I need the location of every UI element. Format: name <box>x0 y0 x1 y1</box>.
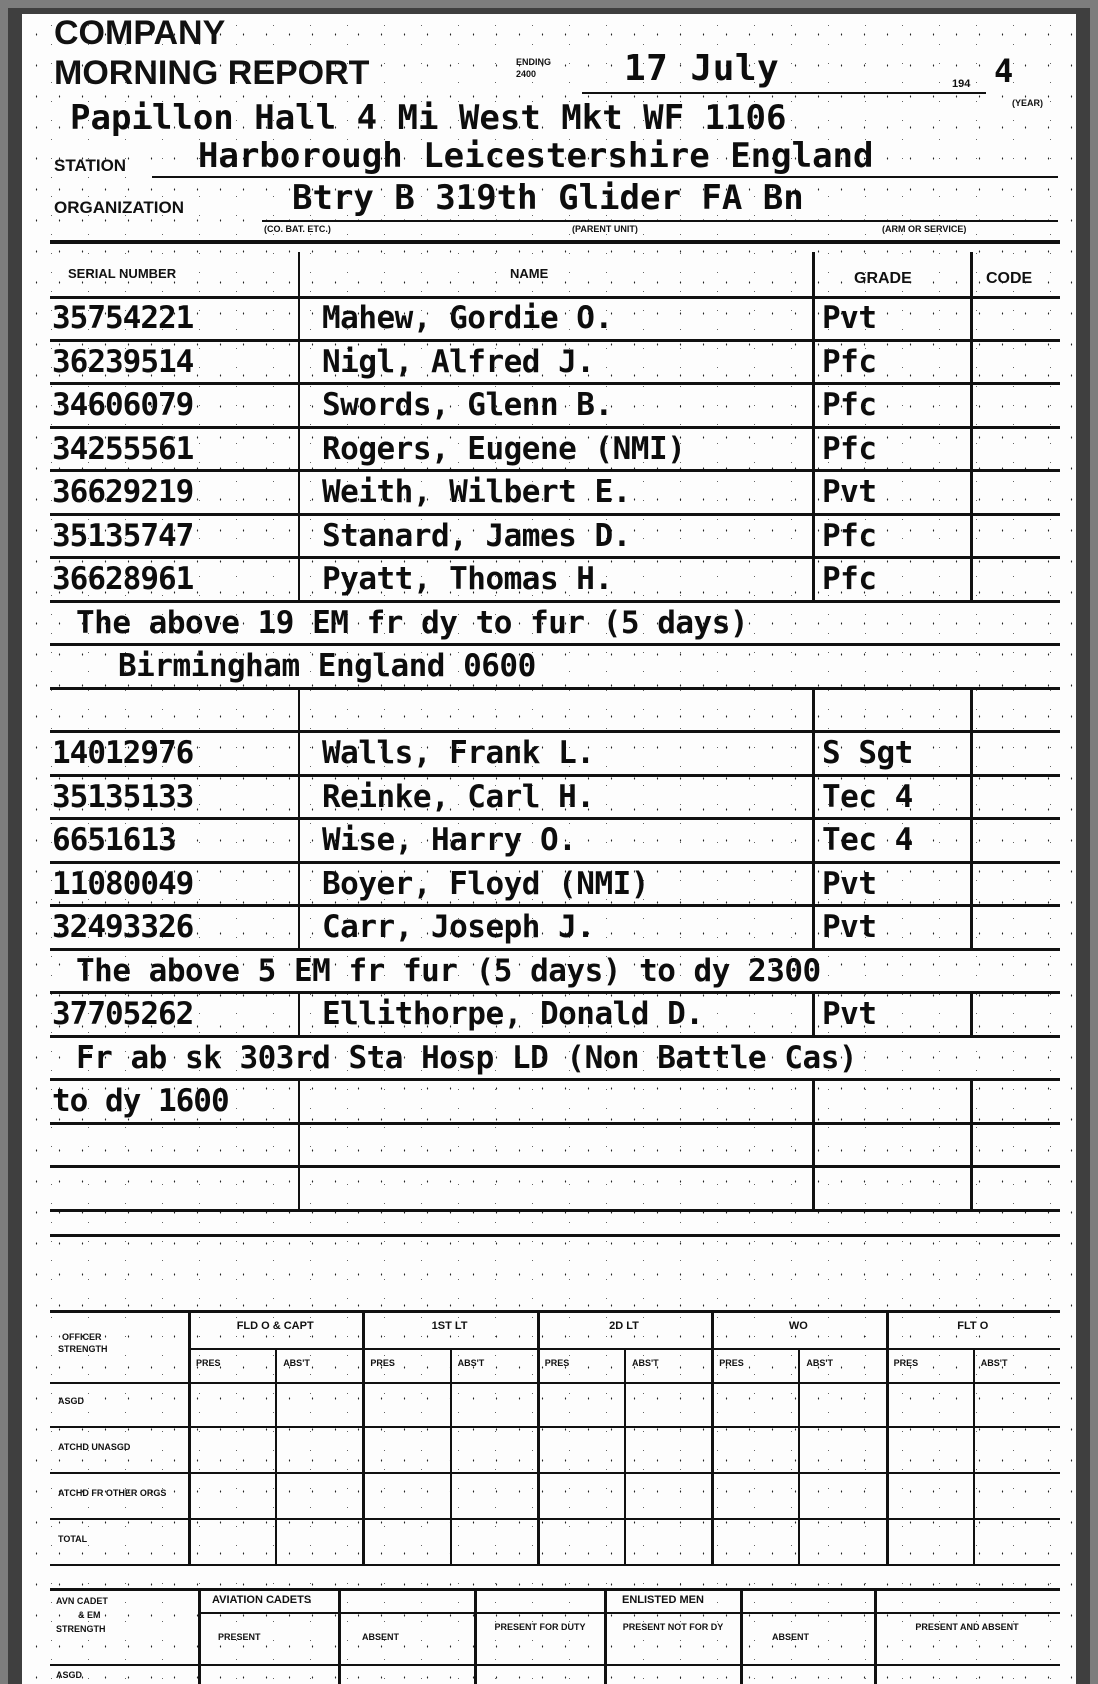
present-for-duty-header: PRESENT FOR DUTY <box>494 1622 586 1632</box>
enlisted-men-header: ENLISTED MEN <box>622 1594 704 1606</box>
sub-label-unit: (CO. BAT. ETC.) <box>264 224 331 234</box>
officer-sub-divider <box>798 1348 800 1566</box>
serial-number-cell: 14012976 <box>52 735 194 771</box>
station-label: STATION <box>54 156 127 175</box>
officer-group-header: 1ST LT <box>431 1320 468 1332</box>
column-divider <box>298 994 300 1038</box>
present-not-for-duty-header: PRESENT NOT FOR DY <box>622 1622 724 1632</box>
title-line-2: MORNING REPORT <box>54 54 370 92</box>
officer-row-label: ASGD <box>58 1396 85 1406</box>
officer-present-header: PRES <box>719 1358 744 1368</box>
serial-number-cell: 34255561 <box>52 430 194 467</box>
column-divider <box>812 1125 815 1169</box>
officer-row-label: ATCHD UNASGD <box>58 1442 131 1452</box>
enlisted-divider <box>604 1588 607 1684</box>
column-divider <box>298 1125 300 1169</box>
row-rule <box>50 861 1060 864</box>
column-divider <box>812 994 815 1038</box>
year-label: (YEAR) <box>1012 98 1043 108</box>
column-divider <box>970 777 973 821</box>
aviation-cadets-header: AVIATION CADETS <box>212 1594 312 1606</box>
officer-group-header: FLT O <box>957 1320 989 1332</box>
column-divider <box>812 559 815 603</box>
enlisted-strength-label: STRENGTH <box>56 1624 106 1634</box>
officer-group-divider <box>537 1310 540 1566</box>
column-divider <box>970 690 973 734</box>
column-divider <box>298 907 300 951</box>
column-grade: GRADE <box>854 270 912 287</box>
officer-sub-divider <box>624 1348 626 1566</box>
grade-cell: Pvt <box>822 996 877 1032</box>
enlisted-divider <box>338 1588 341 1684</box>
officer-absent-header: ABS'T <box>457 1358 485 1368</box>
enlisted-strength-label: AVN CADET <box>56 1596 108 1606</box>
cadets-present-header: PRESENT <box>218 1632 261 1642</box>
ending-date: 17 July <box>624 48 780 89</box>
row-rule <box>50 1122 1060 1125</box>
name-cell: Boyer, Floyd (NMI) <box>322 865 649 902</box>
row-rule <box>50 556 1060 559</box>
column-divider <box>812 690 815 734</box>
serial-number-cell: 34606079 <box>52 387 194 423</box>
name-cell: Rogers, Eugene (NMI) <box>322 430 686 467</box>
column-code: CODE <box>986 270 1033 287</box>
enlisted-divider <box>874 1588 877 1684</box>
header-row-rule <box>50 296 1060 299</box>
officer-row-rule <box>50 1564 1060 1566</box>
name-cell: Mahew, Gordie O. <box>322 300 613 336</box>
column-divider <box>970 820 973 864</box>
row-rule <box>50 904 1060 907</box>
column-divider <box>812 298 815 342</box>
officer-present-header: PRES <box>893 1358 919 1368</box>
column-divider <box>970 907 973 951</box>
row-rule <box>50 643 1060 646</box>
serial-number-cell: 36239514 <box>52 343 194 380</box>
column-divider <box>298 690 300 734</box>
header-divider <box>298 252 300 298</box>
grade-cell: Pfc <box>822 430 877 467</box>
column-divider <box>812 1168 815 1212</box>
name-cell: Swords, Glenn B. <box>322 387 613 423</box>
serial-number-cell: 36629219 <box>52 474 194 510</box>
row-rule <box>50 774 1060 777</box>
column-divider <box>812 820 815 864</box>
em-absent-header: ABSENT <box>772 1632 810 1642</box>
column-divider <box>812 1081 815 1125</box>
column-divider <box>970 342 973 386</box>
column-divider <box>970 385 973 429</box>
officer-absent-header: ABS'T <box>283 1358 310 1368</box>
row-rule <box>50 1078 1060 1081</box>
row-rule <box>50 1165 1060 1168</box>
name-cell: Weith, Wilbert E. <box>322 474 631 510</box>
enlisted-divider <box>474 1588 477 1684</box>
row-rule <box>50 469 1060 472</box>
grade-cell: Pfc <box>822 387 877 423</box>
column-divider <box>298 559 300 603</box>
name-cell: Nigl, Alfred J. <box>322 343 595 380</box>
column-divider <box>970 429 973 473</box>
sub-label-arm: (ARM OR SERVICE) <box>882 224 967 234</box>
officer-label-divider <box>188 1310 191 1566</box>
officer-group-header: WO <box>788 1320 808 1332</box>
officer-strength-label: OFFICER <box>62 1332 102 1342</box>
column-divider <box>970 733 973 777</box>
station-line-2: Harborough Leicestershire England <box>198 136 874 176</box>
year-suffix: 4 <box>994 52 1014 90</box>
enlisted-top-rule <box>50 1588 1060 1591</box>
serial-number-cell: 35754221 <box>52 300 194 336</box>
column-divider <box>298 733 300 777</box>
row-rule <box>50 817 1060 820</box>
title-line-1: COMPANY <box>54 14 226 52</box>
column-divider <box>812 907 815 951</box>
grade-cell: Pvt <box>822 300 877 336</box>
column-divider <box>812 342 815 386</box>
column-divider <box>970 516 973 560</box>
column-divider <box>298 385 300 429</box>
enlisted-body-rule <box>50 1664 1060 1666</box>
name-cell: Carr, Joseph J. <box>322 909 595 945</box>
enlisted-divider <box>740 1588 743 1684</box>
serial-number-cell: 11080049 <box>52 865 194 902</box>
serial-number-cell: 36628961 <box>52 561 194 597</box>
present-and-absent-header: PRESENT AND ABSENT <box>915 1622 1019 1632</box>
remark-row: The above 5 EM fr fur (5 days) to dy 2300 <box>76 952 821 989</box>
officer-row-rule <box>50 1518 1060 1520</box>
officer-present-header: PRES <box>370 1358 395 1368</box>
officer-sub-divider <box>973 1348 975 1566</box>
grade-cell: Pvt <box>822 865 877 902</box>
sub-label-parent: (PARENT UNIT) <box>572 224 638 234</box>
column-divider <box>298 820 300 864</box>
column-divider <box>298 472 300 516</box>
column-divider <box>970 1081 973 1125</box>
officer-sub-divider <box>275 1348 277 1566</box>
row-rule <box>50 382 1060 385</box>
row-rule <box>50 687 1060 690</box>
serial-number-cell: 35135747 <box>52 517 194 554</box>
serial-number-cell: 32493326 <box>52 909 194 945</box>
grade-cell: Pfc <box>822 343 877 380</box>
grade-cell: Pfc <box>822 561 877 597</box>
station-line-1: Papillon Hall 4 Mi West Mkt WF 1106 <box>70 98 787 138</box>
officer-absent-header: ABS'T <box>632 1358 659 1368</box>
column-divider <box>812 472 815 516</box>
grade-cell: Pvt <box>822 909 877 945</box>
grade-cell: Tec 4 <box>822 778 913 815</box>
officer-row-rule <box>50 1472 1060 1474</box>
row-rule <box>50 991 1060 994</box>
name-cell: Ellithorpe, Donald D. <box>322 996 704 1032</box>
officer-group-header: 2D LT <box>609 1320 639 1332</box>
column-serial-number: SERIAL NUMBER <box>68 266 177 281</box>
ending-underline <box>582 92 986 94</box>
remark-row: Birmingham England 0600 <box>118 648 536 684</box>
serial-number-cell: to dy 1600 <box>52 1083 229 1119</box>
column-divider <box>970 864 973 908</box>
enlisted-strength-label: & EM <box>78 1610 101 1620</box>
serial-number-cell: 6651613 <box>52 822 176 858</box>
officer-row-label: TOTAL <box>58 1534 88 1544</box>
organization-underline <box>262 220 1058 222</box>
name-cell: Walls, Frank L. <box>322 735 595 771</box>
name-cell: Reinke, Carl H. <box>322 778 595 815</box>
officer-group-divider <box>886 1310 889 1566</box>
column-divider <box>812 777 815 821</box>
cadets-absent-header: ABSENT <box>362 1632 400 1642</box>
name-cell: Wise, Harry O. <box>322 822 577 858</box>
column-divider <box>812 516 815 560</box>
year-prefix: 194 <box>952 78 971 90</box>
officer-group-header: FLD O & CAPT <box>236 1320 314 1332</box>
officer-row-rule <box>50 1426 1060 1428</box>
column-divider <box>970 994 973 1038</box>
column-divider <box>970 1125 973 1169</box>
column-divider <box>812 733 815 777</box>
organization-value: Btry B 319th Glider FA Bn <box>292 178 804 218</box>
enlisted-head-rule <box>200 1612 1060 1614</box>
serial-number-cell: 37705262 <box>52 996 194 1032</box>
grade-cell: S Sgt <box>822 735 913 771</box>
column-divider <box>812 429 815 473</box>
organization-label: ORGANIZATION <box>54 198 185 217</box>
row-rule <box>50 1209 1060 1212</box>
table-bottom-rule <box>50 1234 1060 1237</box>
morning-report-page <box>22 14 1076 1684</box>
ending-label: ENDING 2400 <box>516 57 552 79</box>
column-divider <box>298 864 300 908</box>
column-divider <box>298 342 300 386</box>
row-rule <box>50 1035 1060 1038</box>
officer-absent-header: ABS'T <box>806 1358 834 1368</box>
officer-absent-header: ABS'T <box>980 1358 1008 1368</box>
column-divider <box>298 298 300 342</box>
header-divider <box>970 252 973 298</box>
row-rule <box>50 948 1060 951</box>
column-divider <box>298 429 300 473</box>
column-divider <box>970 1168 973 1212</box>
column-divider <box>298 516 300 560</box>
officer-row-label: ATCHD FR OTHER ORGS <box>58 1488 167 1498</box>
officer-top-rule <box>50 1310 1060 1313</box>
column-name: NAME <box>510 266 549 281</box>
column-divider <box>812 864 815 908</box>
row-rule <box>50 426 1060 429</box>
enlisted-row-label: ASGD <box>56 1670 83 1680</box>
row-rule <box>50 513 1060 516</box>
grade-cell: Pvt <box>822 474 877 510</box>
officer-body-rule <box>50 1382 1060 1384</box>
column-divider <box>298 1168 300 1212</box>
table-top-rule <box>50 240 1060 244</box>
column-divider <box>298 1081 300 1125</box>
header-divider <box>812 252 815 298</box>
officer-present-header: PRES <box>196 1358 221 1368</box>
grade-cell: Tec 4 <box>822 822 913 858</box>
column-divider <box>812 385 815 429</box>
officer-group-divider <box>711 1310 714 1566</box>
officer-group-divider <box>362 1310 365 1566</box>
officer-strength-label: STRENGTH <box>58 1344 108 1354</box>
column-divider <box>970 559 973 603</box>
column-divider <box>970 298 973 342</box>
name-cell: Stanard, James D. <box>322 517 631 554</box>
serial-number-cell: 35135133 <box>52 778 194 815</box>
remark-row: Fr ab sk 303rd Sta Hosp LD (Non Battle Cas) <box>76 1039 858 1076</box>
grade-cell: Pfc <box>822 517 877 554</box>
row-rule <box>50 600 1060 603</box>
row-rule <box>50 339 1060 342</box>
enlisted-divider <box>198 1588 201 1684</box>
officer-present-header: PRES <box>544 1358 570 1368</box>
remark-row: The above 19 EM fr dy to fur (5 days) <box>76 604 749 641</box>
row-rule <box>50 730 1060 733</box>
column-divider <box>298 777 300 821</box>
officer-sub-divider <box>450 1348 452 1566</box>
column-divider <box>970 472 973 516</box>
name-cell: Pyatt, Thomas H. <box>322 561 613 597</box>
